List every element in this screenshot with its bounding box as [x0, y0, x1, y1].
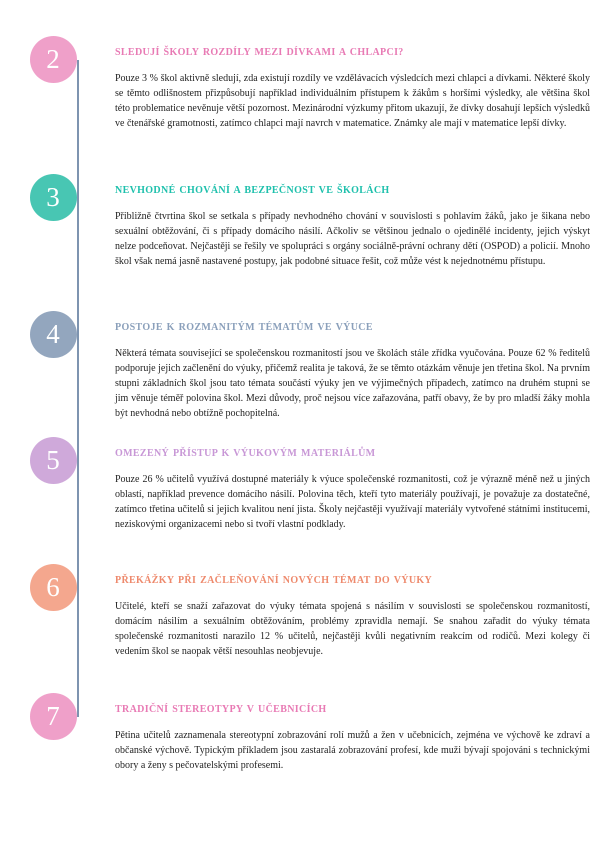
- section-number-badge: 3: [30, 174, 77, 221]
- section-number-badge: 7: [30, 693, 77, 740]
- section-content: [115, 437, 590, 532]
- section-body-text: Pouze 26 % učitelů využívá dostupné materiály k výuce společenské rozmanitosti, což je výrazně méně než u jiných oblastí, například prevence domácího násilí. Polovina těch, kteří tyto materiály používají, je považuje za dostatečné, zatímco třetina učitelů si jejich kvalitou není jista. Školy nejčastěji využívají materiály vytvořené státními institucemi, neziskovými organizacemi nebo si tvoří vlastní podklady.: [115, 474, 590, 530]
- timeline-column: [0, 564, 115, 611]
- section-body-text: Učitelé, kteří se snaží zařazovat do výuky témata spojená s násilím v souvislosti se společenskou rozmanitostí, domácím násilím a sexuálním obtěžováním, problémy zpravidla nemají. Se snahou zařadit do výuky témata společenské rozmanitosti narazilo 12 % učitelů, nejčastěji kvůli negativním reakcím od rodičů. Mezi kolegy či vedením škol se naopak větší nesouhlas neobjevuje.: [115, 601, 590, 657]
- timeline-column: [0, 437, 115, 484]
- timeline-column: [0, 174, 115, 221]
- section-heading: POSTOJE K ROZMANITÝM TÉMATŮM VE VÝUCE: [115, 322, 373, 333]
- section-number-badge: 2: [30, 36, 77, 83]
- section-behaviour-safety: [0, 174, 606, 269]
- section-heading: TRADIČNÍ STEREOTYPY V UČEBNICÍCH: [115, 704, 327, 715]
- section-body-text: Pouze 3 % škol aktivně sledují, zda existují rozdíly ve vzdělávacích výsledcích mezi chlapci a dívkami. Některé školy se těmto odlišnostem přizpůsobují například individuálním přístupem k žákům s horšími výsledky, ale většina škol této problematice nevěnuje větší pozornost. Mezinárodní výzkumy přitom ukazují, že dívky dosahují lepších výsledků ve čtenářské gramotnosti, zatímco chlapci mají navrch v matematice. Známky ale mají v matematice lepší dívky.: [115, 73, 590, 129]
- section-body-text: Přibližně čtvrtina škol se setkala s případy nevhodného chování v souvislosti s pohlavím žáků, jako je šikana nebo sexuální obtěžování, či s případy domácího násilí. Ačkoliv se většinou jednalo o ojedinělé incidenty, jejich výskyt nelze podceňovat. Nejčastěji se řešily ve spolupráci s orgány sociálně-právní ochrany dětí (OSPOD) a policií. Mnoho škol však nemá jasně nastavené postupy, jak podobné situace řešit, což může vést k nejednotnému přístupu.: [115, 211, 590, 267]
- timeline-column: [0, 311, 115, 358]
- section-body-text: Pětina učitelů zaznamenala stereotypní zobrazování rolí mužů a žen v učebnicích, zejména ve výchově ke zdraví a občanské výchově. Typickým příkladem jsou zastaralá zobrazování profesí, kde muži bývají spojováni s technickými obory a ženy s pečovatelskými profesemi.: [115, 730, 590, 771]
- section-obstacles-new-topics: [0, 564, 606, 659]
- section-attitudes-diverse-topics: [0, 311, 606, 421]
- section-limited-materials-access: [0, 437, 606, 532]
- section-heading: PŘEKÁŽKY PŘI ZAČLEŇOVÁNÍ NOVÝCH TÉMAT DO VÝUKY: [115, 575, 433, 586]
- section-body-text: Některá témata související se společenskou rozmanitostí jsou ve školách stále zřídka vyučována. Pouze 62 % ředitelů podporuje jejich začlenění do výuky, přičemž realita je taková, že se těmto otázkám věnuje jen třetina škol. Na prvním stupni základních škol jsou tato témata součástí výuky jen ve výjimečných případech, zatímco na druhém stupni se jim věnuje téměř polovina škol. Mezi důvody, proč nejsou více zařazována, patří obavy, že by pro mladší žáky mohla být nevhodná nebo obtížně pochopitelná.: [115, 348, 590, 419]
- section-heading: SLEDUJÍ ŠKOLY ROZDÍLY MEZI DÍVKAMI A CHLAPCI?: [115, 47, 404, 58]
- timeline-column: [0, 36, 115, 83]
- section-heading: OMEZENÝ PŘÍSTUP K VÝUKOVÝM MATERIÁLŮM: [115, 448, 376, 459]
- section-number-badge: 5: [30, 437, 77, 484]
- section-textbook-stereotypes: [0, 693, 606, 773]
- section-number-badge: 4: [30, 311, 77, 358]
- section-heading: NEVHODNÉ CHOVÁNÍ A BEZPEČNOST VE ŠKOLÁCH: [115, 185, 390, 196]
- section-girls-boys-differences: [0, 36, 606, 131]
- section-content: [115, 36, 590, 131]
- section-content: [115, 174, 590, 269]
- section-number-badge: 6: [30, 564, 77, 611]
- section-content: [115, 693, 590, 773]
- timeline-column: [0, 693, 115, 740]
- section-content: [115, 564, 590, 659]
- section-content: [115, 311, 590, 421]
